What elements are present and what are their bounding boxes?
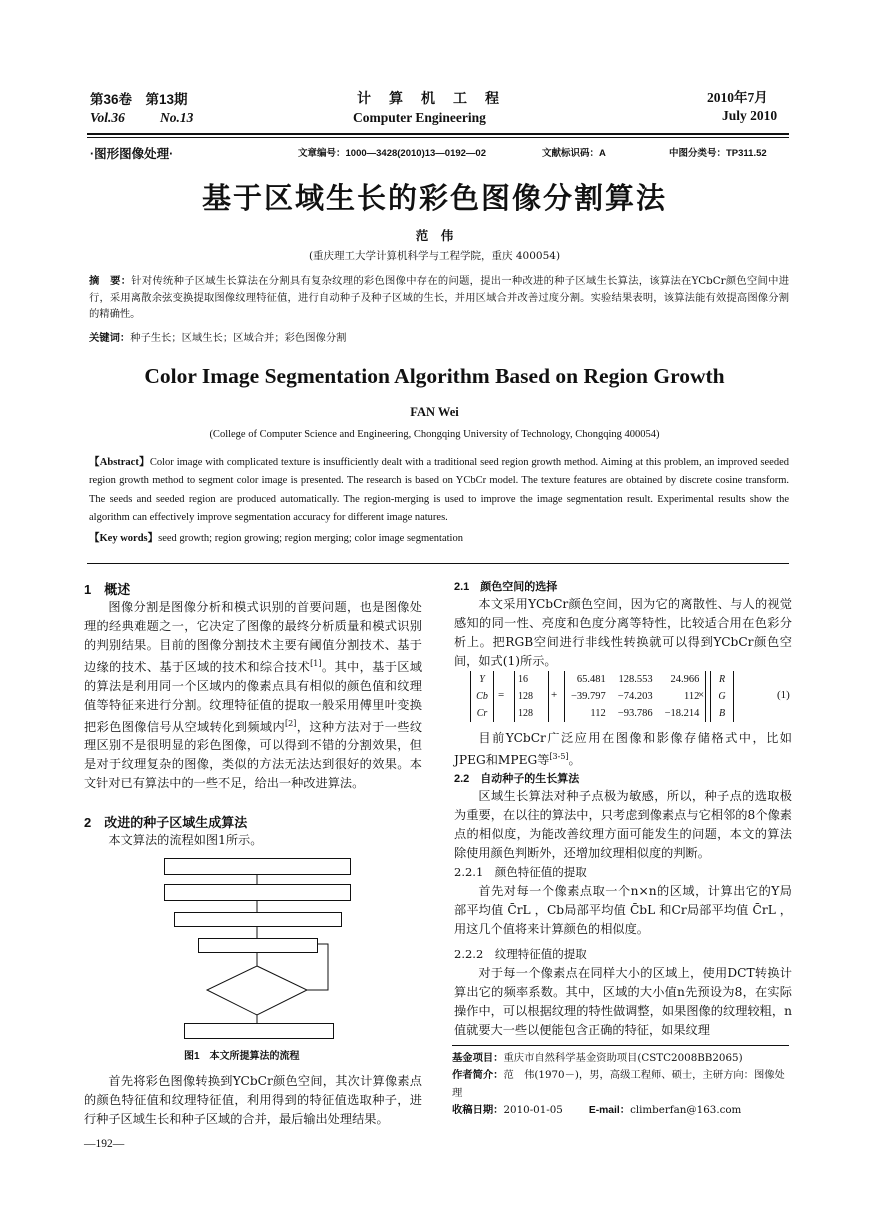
- affiliation-en: (College of Computer Science and Engineering, Chongqing University of Technology, Chongqing 400054): [209, 429, 660, 440]
- flow-decision-diamond: [207, 966, 307, 1015]
- section-2-1-heading: 2.1 颜色空间的选择: [454, 581, 558, 593]
- section-2-2-2-body: [454, 964, 792, 1040]
- sec2-intro-text: 本文算法的流程如图1所示。: [108, 833, 263, 847]
- clc-number: 中图分类号：TP311.52: [669, 148, 767, 159]
- sec2-body-text: 首先将彩色图像转换到YCbCr颜色空间，其次计算像素点的颜色特征值和纹理特征值，利用得到的特征值选取种子，进行种子区域生长和种子区域的合并，最后输出处理结果。: [84, 1074, 422, 1126]
- received-date: 2010-01-05: [503, 1103, 563, 1116]
- header-rule-thin: [87, 137, 789, 138]
- section-2-2-1-heading: 2.2.1 颜色特征值的提取: [454, 865, 587, 879]
- header-rule-thick: [87, 133, 789, 135]
- date-cn: 2010年7月: [707, 90, 768, 105]
- journal-en: Computer Engineering: [353, 110, 486, 125]
- section-2-1-body-2: [454, 729, 792, 770]
- flowchart-connectors: [160, 855, 360, 1040]
- eq-equals: =: [498, 689, 505, 701]
- eq-matrix: 65.481 128.553 24.966 −39.797 −74.203 112 112 −93.786 −18.214: [564, 671, 706, 722]
- abstract-en-text: Color image with complicated texture is insufficiently dealt with a traditional seed region growth method. Aiming at this problem, an improved seeded region growth method to segment color image is presented. The research is based on YCbCr model. The texture features are obtained by discrete cosine transform. The seeds and seeded region are produced automatically. The region-merging is used to improve the image segmentation result. Experimental results show the algorithm can effectively improve segmentation accuracy for different image natures.: [89, 457, 790, 523]
- ref-2[interactable]: [2]: [285, 718, 297, 728]
- figure-1-caption: 图1 本文所提算法的流程: [184, 1051, 300, 1062]
- bio-label: 作者简介：: [452, 1070, 504, 1082]
- sec21-text: 本文采用YCbCr颜色空间，因为它的离散性、与人的视觉感知的同一性、亮度和色度分离等特性，比较适合用在色彩分析上。把RGB空间进行非线性转换就可以得到YCbCr颜色空间，如式(1)所示。: [454, 597, 792, 668]
- section-2-1-body: [454, 595, 792, 671]
- eq-plus: +: [551, 689, 558, 701]
- section-2-intro: [84, 831, 422, 850]
- sec1-text-a: 图像分割是图像分析和模式识别的首要问题，也是图像处理的经典难题之一，它决定了图像的最终分析质量和模式识别的判别结果。目前的图像分割技术主要有阈值分割技术、基于边缘的技术、基于区域的技术和综合技术: [84, 600, 422, 674]
- footnote-rule: [452, 1045, 789, 1046]
- section-2-heading: 2 改进的种子区域生成算法: [84, 815, 248, 830]
- received-label: 收稿日期：: [452, 1104, 504, 1116]
- document-code: 文献标识码：A: [542, 148, 606, 159]
- abstract-en-label: 【Abstract】: [89, 457, 150, 468]
- ref-3-5[interactable]: [3-5]: [549, 751, 569, 761]
- bio-line: [452, 1067, 789, 1102]
- title-cn: 基于区域生长的彩色图像分割算法: [201, 183, 667, 215]
- received-line: [452, 1102, 789, 1119]
- sec222-text: 对于每一个像素点在同样大小的区域上，使用DCT转换计算出它的频率系数。其中，区域的大小值n先预设为8，在实际操作中，可以根据纹理的特性做调整，如果图像的纹理较粗，n值就要大一些以便能包含正确的特征，如果纹理: [454, 966, 792, 1037]
- keywords-cn-text: 种子生长；区域生长；区域合并；彩色图像分割: [130, 332, 347, 344]
- email-link[interactable]: climberfan@163.com: [630, 1103, 742, 1116]
- article-number: 文章编号：1000—3428(2010)13—0192—02: [298, 148, 486, 159]
- equation-1: [470, 671, 795, 725]
- eq-number: (1): [777, 689, 790, 701]
- eq-lhs: Y Cb Cr: [470, 671, 494, 722]
- keywords-en-label: 【Key words】: [89, 533, 159, 544]
- eq-times: ×: [698, 689, 705, 701]
- bio-text: 范 伟(1970－)，男，高级工程师、硕士，主研方向：图像处理: [452, 1069, 785, 1099]
- section-2-2-2-heading: 2.2.2 纹理特征值的提取: [454, 947, 587, 961]
- sec22-text: 区域生长算法对种子点极为敏感，所以，种子点的选取极为重要，在以往的算法中，只考虑到像素点与它相邻的8个像素点的相似度，为能改善纹理方面可能发生的问题，本文的算法除使用颜色判断外，还增加纹理相似度的判断。: [454, 789, 792, 860]
- page-number: —192—: [84, 1138, 125, 1150]
- section-2-2-body: [454, 787, 792, 863]
- journal-cn: 计 算 机 工 程: [357, 90, 501, 106]
- footnote: [452, 1050, 789, 1119]
- section-2-2-1-body: [454, 882, 792, 939]
- section-2-body: [84, 1072, 422, 1129]
- section-1-body: [84, 598, 422, 793]
- issue-en: No.13: [160, 110, 194, 125]
- sec221-text: 首先对每一个像素点取一个n×n的区域，计算出它的Y局部平均值 C̄rL ，Cb局部平均值 C̄bL 和Cr局部平均值 C̄rL ，用这几个值将来计算颜色的相似度。: [454, 884, 792, 936]
- sec21-text-2: 目前YCbCr广泛应用在图像和影像存储格式中，比如JPEG和MPEG等: [454, 731, 792, 767]
- abstract-rule: [87, 563, 789, 564]
- abstract-cn-text: 针对传统种子区域生长算法在分割具有复杂纹理的彩色图像中存在的问题，提出一种改进的种子区域生长算法，该算法在YCbCr颜色空间中进行，采用离散余弦变换提取图像纹理特征值，进行自动种子及种子区域的生长，并用区域合并改善过度分割。实验结果表明，该算法能有效提高图像分割的精确性。: [89, 275, 789, 321]
- section-2-2-heading: 2.2 自动种子的生长算法: [454, 773, 580, 785]
- affiliation-cn: (重庆理工大学计算机科学与工程学院，重庆 400054): [308, 250, 561, 262]
- sec1-text-b: 。其中，基于区域的算法是利用同一个区域内的像素点具有相似的颜色值和纹理值等特征来进行分割。纹理特征值的提取一般采用傅里叶变换把彩色图像信号从空域转化到频域内: [84, 659, 423, 734]
- flow-box-5: [184, 1023, 334, 1039]
- flowchart-figure: [160, 855, 360, 1040]
- fund-line: [452, 1050, 789, 1067]
- sec1-text-c: ，这种方法对于一些纹理区别不是很明显的彩色图像，可以得到不错的分割效果，但是对于纹理复杂的图像，类似的方法无法达到很好的效果。本文针对已有算法中的一些不足，给出一种改进算法。: [84, 719, 423, 791]
- keywords-cn-label: 关键词：: [89, 333, 131, 344]
- abstract-cn-label: 摘 要：: [89, 276, 132, 287]
- volume-en: Vol.36: [90, 110, 125, 125]
- keywords-cn: [89, 330, 789, 347]
- fund-label: 基金项目：: [452, 1053, 504, 1064]
- author-en: FAN Wei: [410, 405, 459, 419]
- section-1-heading: 1 概述: [84, 582, 131, 597]
- sec21-period: 。: [568, 752, 581, 767]
- keywords-en: [89, 530, 789, 545]
- eq-offset: 16 128 128: [514, 671, 549, 722]
- abstract-en: [89, 454, 789, 527]
- title-en: Color Image Segmentation Algorithm Based on Region Growth: [144, 364, 725, 388]
- keywords-en-text: seed growth; region growing; region merging; color image segmentation: [158, 533, 463, 544]
- ref-1[interactable]: [1]: [310, 658, 322, 668]
- volume-cn: 第36卷 第13期: [90, 92, 188, 107]
- email-label: E-mail：: [588, 1104, 631, 1116]
- author-cn: 范 伟: [415, 229, 454, 243]
- fund-text: 重庆市自然科学基金资助项目(CSTC2008BB2065): [503, 1052, 743, 1064]
- date-en: July 2010: [722, 108, 778, 123]
- eq-rhs: R G B: [710, 671, 734, 722]
- abstract-cn: [89, 273, 789, 323]
- section-label: ·图形图像处理·: [90, 147, 174, 161]
